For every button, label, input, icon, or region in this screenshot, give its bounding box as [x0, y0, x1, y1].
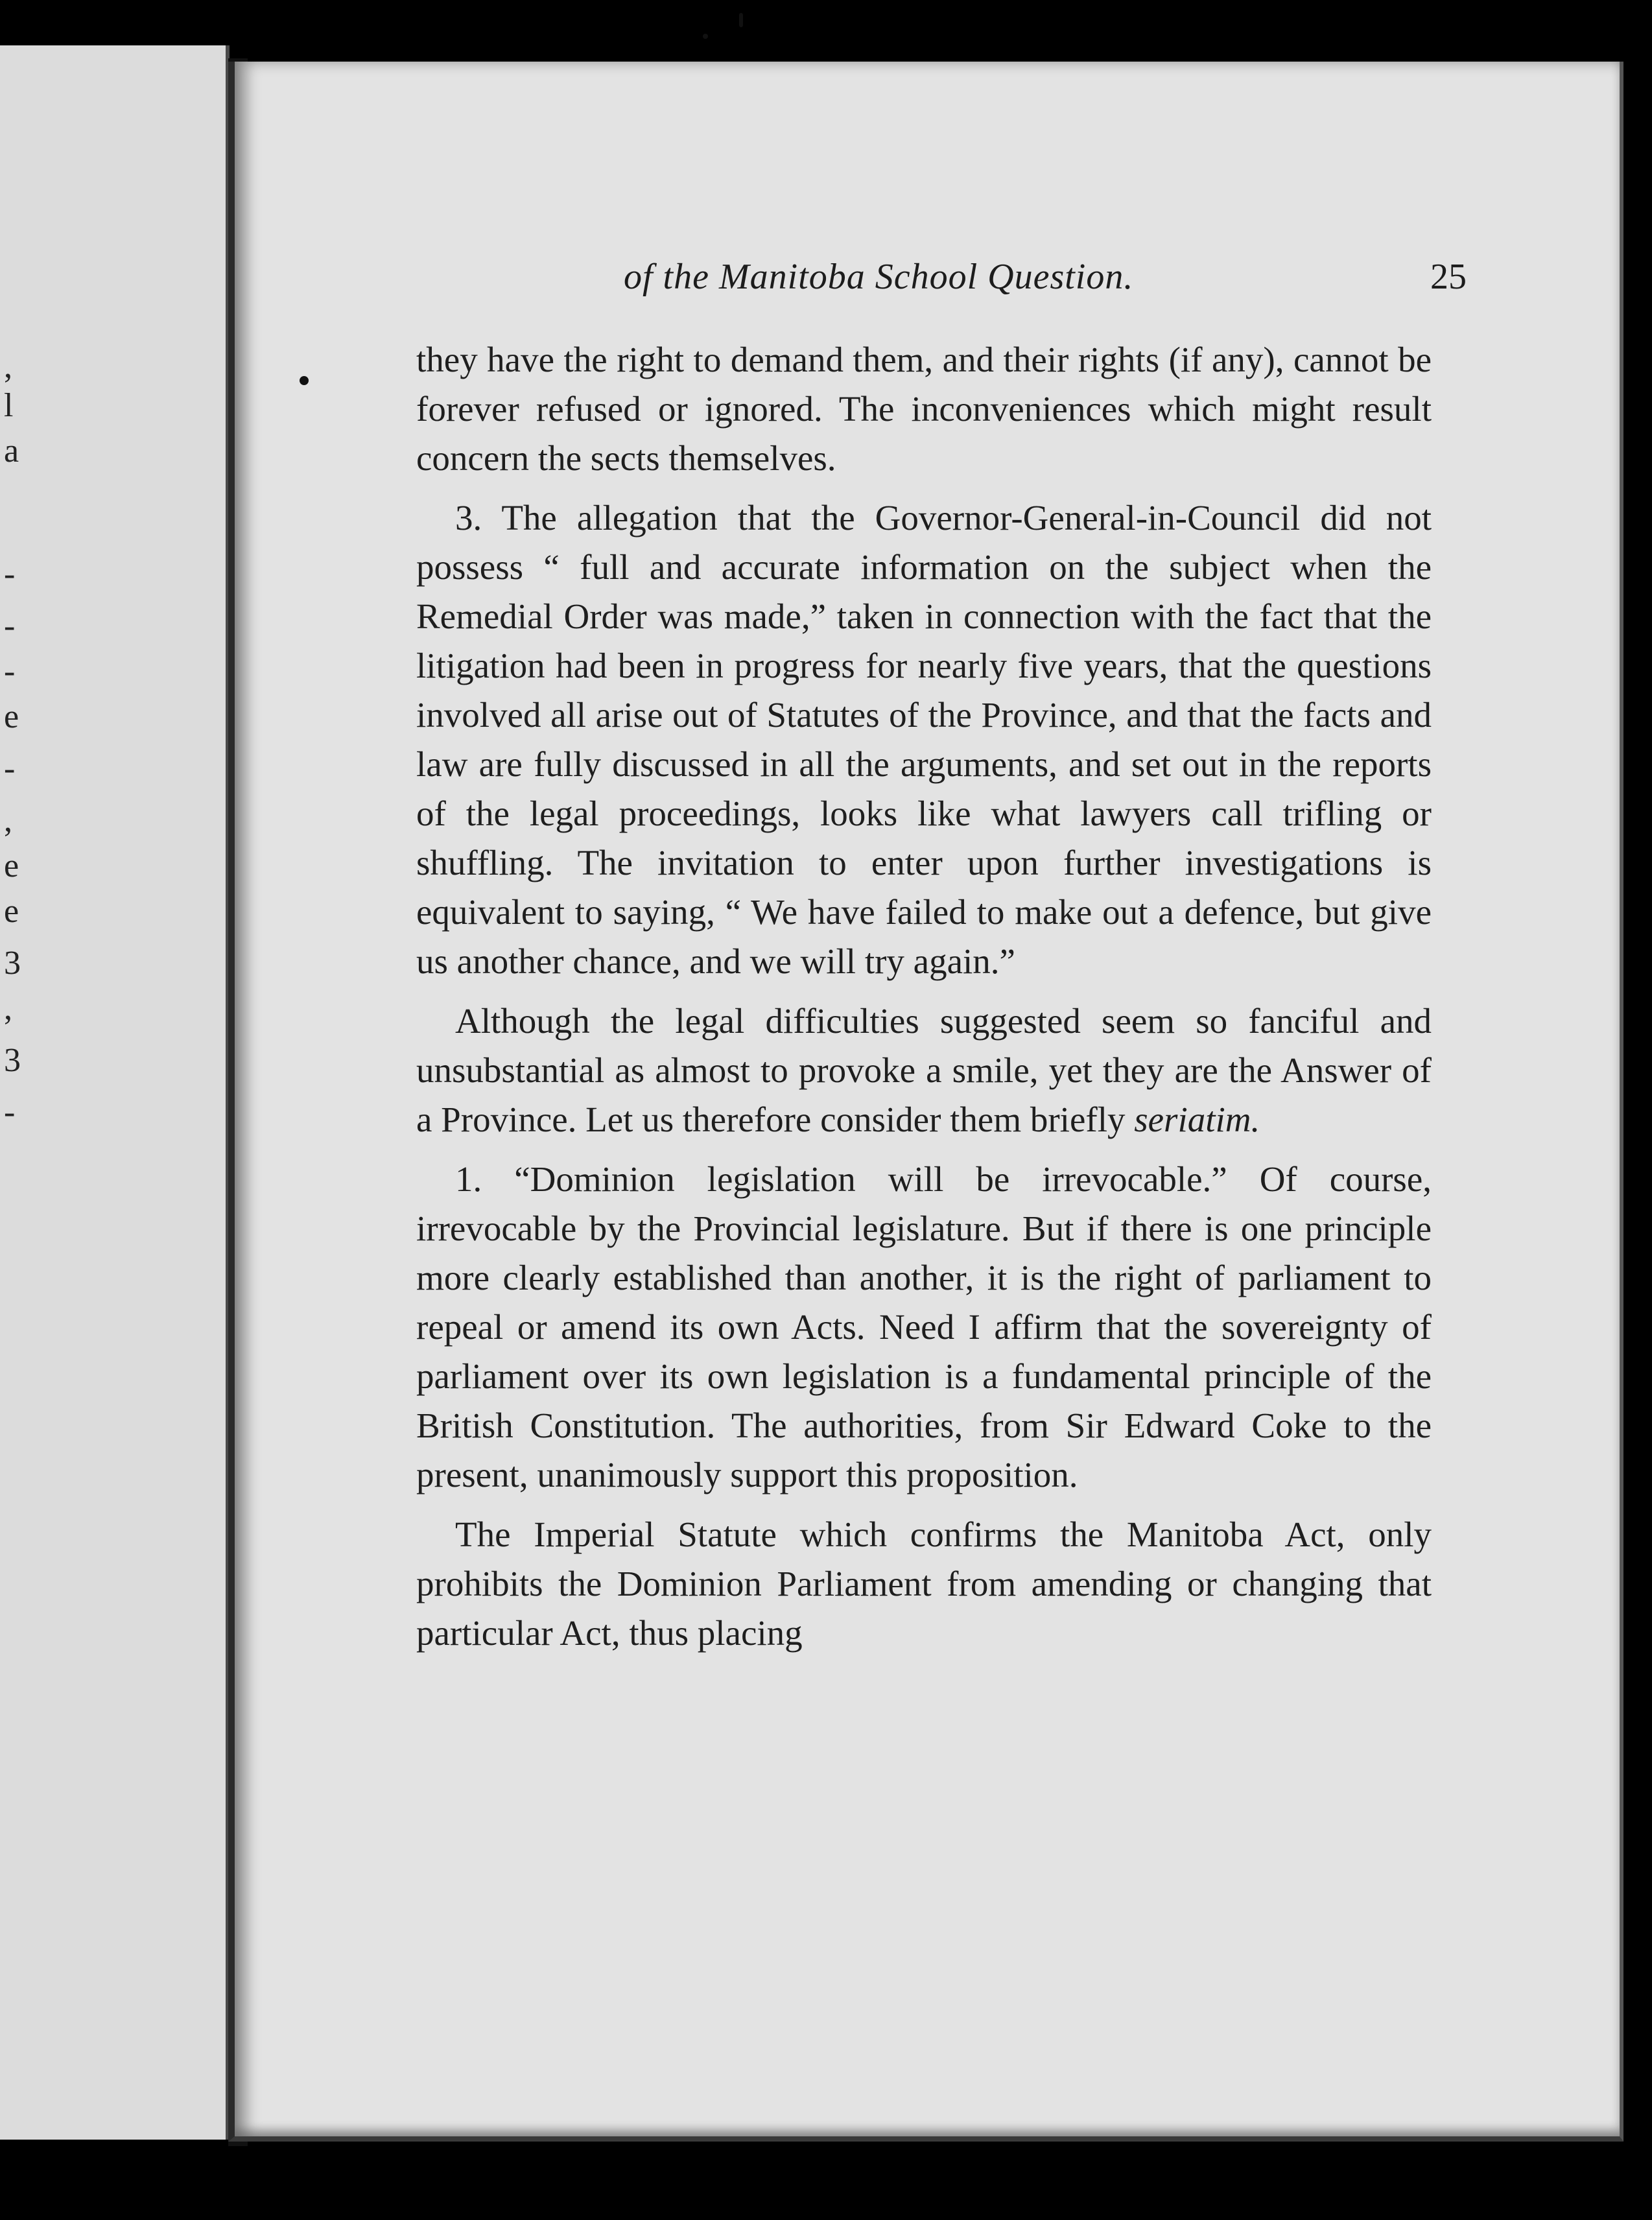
right-page: [228, 62, 1623, 2142]
left-page-fragment: e: [4, 847, 19, 884]
left-page-fragment: -: [4, 750, 16, 787]
left-page-fragment: a: [4, 432, 19, 469]
page-number: 25: [1430, 257, 1467, 297]
left-page-fragment: -: [4, 1094, 16, 1131]
paragraph-imperial-statute: The Imperial Statute which confirms the Manitoba Act, only prohibits the Dominion Parliament from amending or changing that particular Act, thus placing: [416, 1515, 1432, 1653]
left-page-fragment: l: [4, 387, 14, 424]
left-page-fragment: ,: [4, 348, 12, 385]
left-page-fragment: e: [4, 893, 19, 930]
ink-speck: [300, 376, 309, 385]
left-page-fragment: -: [4, 608, 16, 644]
paragraph-continuation: they have the right to demand them, and their rights (if any), cannot be forever refused or ignored. The inconveniences which might result concern the sects themselves.: [416, 340, 1432, 478]
paragraph-point-3: 3. The allegation that the Governor-General-in-Council did not possess “ full and accurate information on the subject when the Remedial Order was made,” taken in connection with the fact that the litigation had been in progress for nearly five years, that the questions involved all arise out of Statutes of the Province, and that the facts and law are fully discussed in all the arguments, and set out in the reports of the legal proceedings, looks like what lawyers call trifling or shuffling. The invitation to enter upon further investigations is equivalent to saying, “ We have failed to make out a defence, but give us another chance, and we will try again.”: [416, 498, 1432, 981]
left-page-fragment: e: [4, 698, 19, 735]
left-page-fragment: 3: [4, 945, 21, 982]
ink-speck: [739, 13, 743, 27]
left-page-fragment: -: [4, 653, 16, 690]
paragraph-legal-difficulties: [416, 997, 1432, 1144]
left-page-fragment: ,: [4, 802, 12, 839]
running-header: of the Manitoba School Question.: [624, 257, 1134, 297]
italic-seriatim: seriatim.: [1134, 1100, 1260, 1139]
left-page-fragment: -: [4, 556, 16, 593]
left-page-edge: [0, 45, 230, 2140]
paragraph-text: Although the legal difficulties suggested seem so fanciful and unsubstantial as almost to provoke a smile, yet they are the Answer of a Province. Let us therefore consider them briefly: [416, 1001, 1432, 1139]
left-page-fragment: 3: [4, 1042, 21, 1079]
left-page-fragment: ,: [4, 990, 12, 1027]
ink-speck: [703, 34, 708, 39]
page-body: [416, 335, 1432, 1668]
paragraph-point-1: 1. “Dominion legislation will be irrevocable.” Of course, irrevocable by the Provincial legislature. But if there is one principle more clearly established than another, it is the right of parliament to repeal or amend its own Acts. Need I affirm that the sovereignty of parliament over its own legislation is a fundamental principle of the British Constitution. The authorities, from Sir Edward Coke to the present, unanimously support this proposition.: [416, 1159, 1432, 1494]
